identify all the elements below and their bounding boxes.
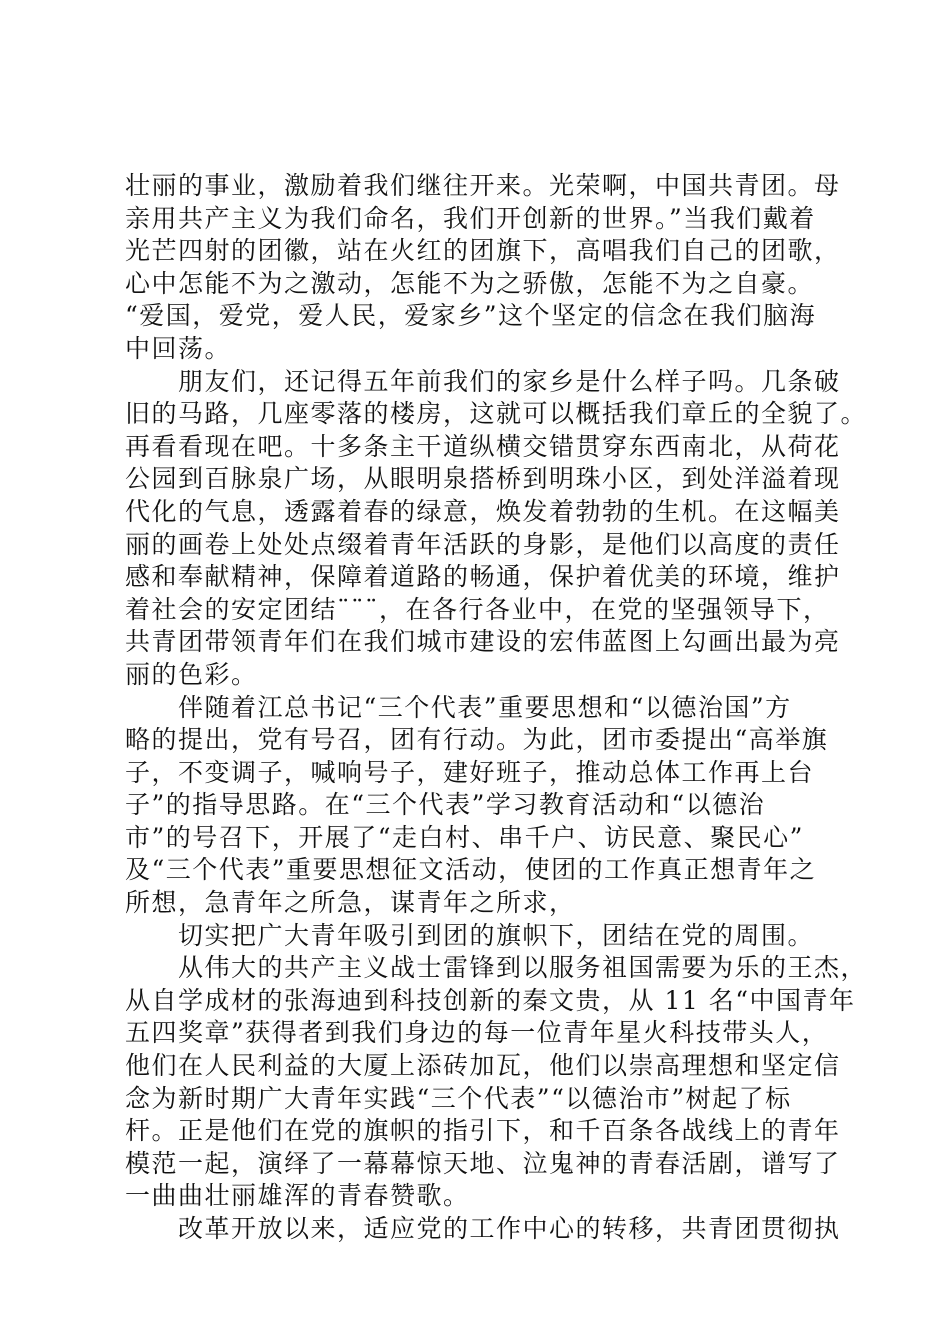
- text-line: 子”的指导思路。在“三个代表”学习教育活动和“以德治: [125, 790, 766, 820]
- text-line: 切实把广大青年吸引到团的旗帜下，团结在党的周围。: [125, 920, 815, 950]
- text-line: 模范一起，演绎了一幕幕惊天地、泣鬼神的青春活剧，谱写了: [125, 1148, 841, 1178]
- text-line: 杆。正是他们在党的旗帜的指引下，和千百条各战线上的青年: [125, 1116, 841, 1146]
- text-line: 及“三个代表”重要思想征文活动，使团的工作真正想青年之: [125, 855, 817, 885]
- text-line: 公园到百脉泉广场，从眼明泉搭桥到明珠小区，到处洋溢着现: [125, 464, 841, 494]
- text-line: 旧的马路，几座零落的楼房，这就可以概括我们章丘的全貌了。: [125, 399, 868, 429]
- text-line: 从自学成材的张海迪到科技创新的秦文贵，从 11 名“中国青年: [125, 985, 856, 1015]
- text-line: 代化的气息，透露着春的绿意，焕发着勃勃的生机。在这幅美: [125, 496, 841, 526]
- text-line: 共青团带领青年们在我们城市建设的宏伟蓝图上勾画出最为亮: [125, 627, 841, 657]
- body-text: [125, 170, 868, 1246]
- text-line: 念为新时期广大青年实践“三个代表”“以德治市”树起了标: [125, 1083, 792, 1113]
- text-line: 再看看现在吧。十多条主干道纵横交错贯穿东西南北，从荷花: [125, 431, 841, 461]
- text-line: 光芒四射的团徽，站在火红的团旗下，高唱我们自己的团歌，: [125, 236, 841, 266]
- text-line: 伴随着江总书记“三个代表”重要思想和“以德治国”方: [125, 692, 792, 722]
- text-line: 感和奉献精神，保障着道路的畅通，保护着优美的环境，维护: [125, 562, 841, 592]
- text-line: 丽的色彩。: [125, 659, 258, 689]
- text-line: 子，不变调子，喊响号子，建好班子，推动总体工作再上台: [125, 757, 815, 787]
- text-line: 略的提出，党有号召，团有行动。为此，团市委提出“高举旗: [125, 725, 829, 755]
- text-line: 朋友们，还记得五年前我们的家乡是什么样子吗。几条破: [125, 366, 841, 396]
- text-line: 市”的号召下，开展了“走白村、串千户、访民意、聚民心”: [125, 822, 804, 852]
- text-line: 中回荡。: [125, 333, 232, 363]
- text-line: 丽的画卷上处处点缀着青年活跃的身影，是他们以高度的责任: [125, 529, 841, 559]
- text-line: 改革开放以来，适应党的工作中心的转移，共青团贯彻执: [125, 1214, 841, 1243]
- text-line: 亲用共产主义为我们命名，我们开创新的世界。”当我们戴着: [125, 203, 816, 233]
- text-line: 心中怎能不为之激动，怎能不为之骄傲，怎能不为之自豪。: [125, 268, 815, 298]
- text-line: 着社会的安定团结¨¨¨，在各行各业中，在党的坚强领导下，: [125, 594, 830, 624]
- text-line: 一曲曲壮丽雄浑的青春赞歌。: [125, 1181, 470, 1211]
- text-line: “爱国，爱党，爱人民，爱家乡”这个坚定的信念在我们脑海: [125, 301, 817, 331]
- text-line: 从伟大的共产主义战士雷锋到以服务祖国需要为乐的王杰，: [125, 953, 868, 983]
- text-line: 所想，急青年之所急，谋青年之所求，: [125, 888, 576, 918]
- text-line: 壮丽的事业，激励着我们继往开来。光荣啊，中国共青团。母: [125, 171, 841, 200]
- text-line: 他们在人民利益的大厦上添砖加瓦，他们以崇高理想和坚定信: [125, 1051, 841, 1081]
- text-line: 五四奖章”获得者到我们身边的每一位青年星火科技带头人，: [125, 1018, 829, 1048]
